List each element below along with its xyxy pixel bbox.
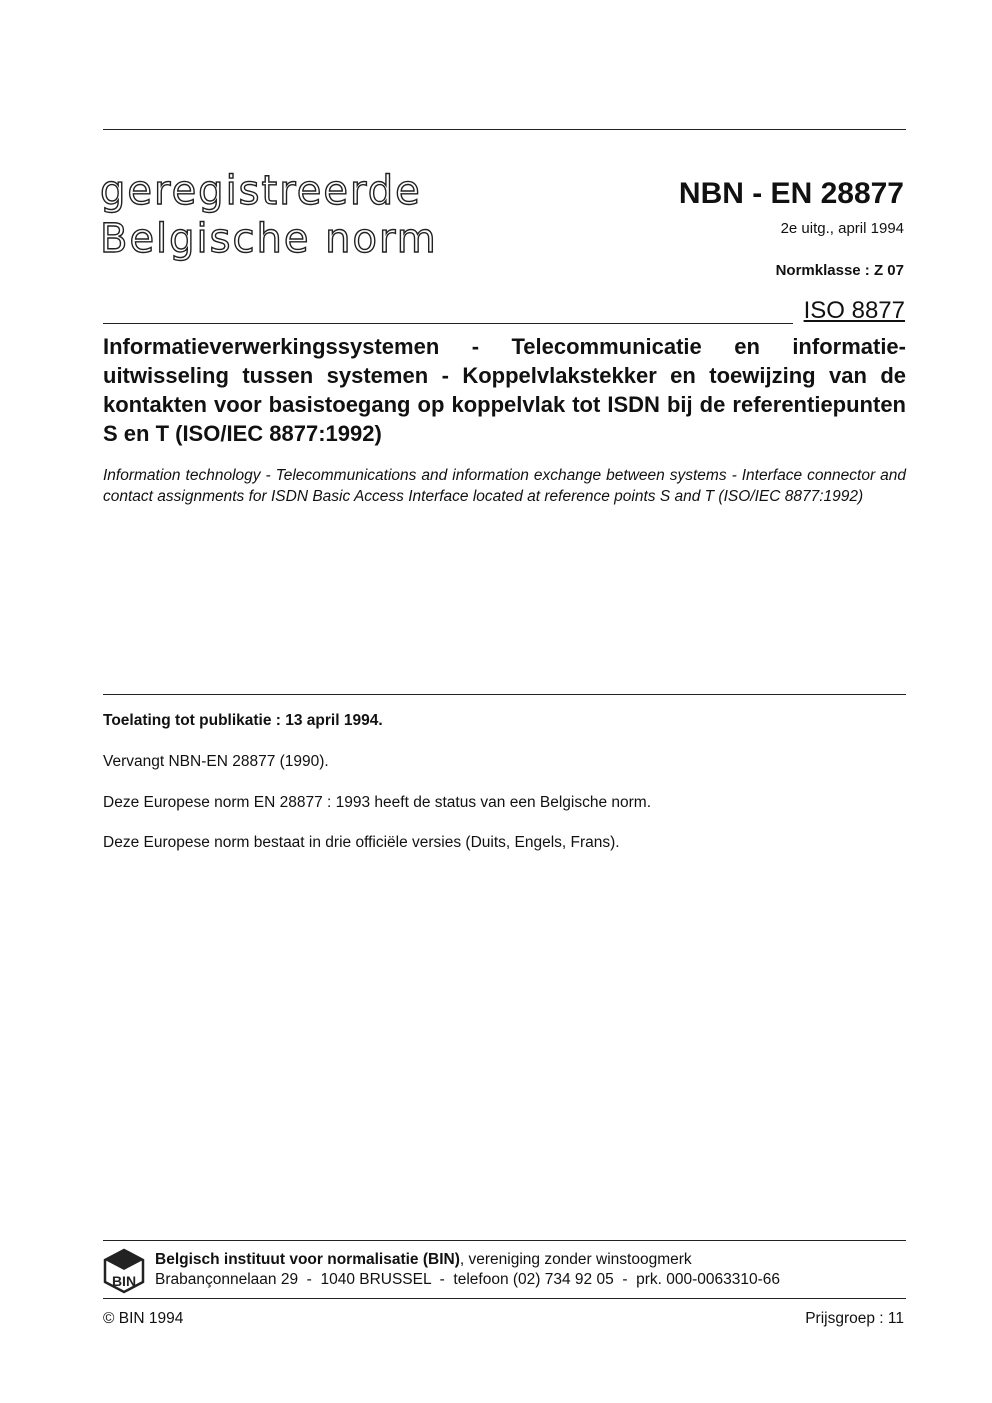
- bin-logo-text: BIN: [111, 1273, 137, 1289]
- approval-date: Toelating tot publikatie : 13 april 1994.: [103, 712, 383, 729]
- price-group: Prijsgroep : 11: [805, 1310, 904, 1327]
- institute-name: Belgisch instituut voor normalisatie (BIN): [155, 1251, 460, 1268]
- registered-norm-line2: Belgische norm: [100, 216, 438, 262]
- replaces-note: Vervangt NBN-EN 28877 (1990).: [103, 753, 329, 770]
- footer-bottom-rule: [103, 1298, 906, 1299]
- institute-line: [155, 1251, 692, 1269]
- copyright: © BIN 1994: [103, 1310, 184, 1327]
- registered-norm-line1: geregistreerde: [100, 168, 422, 214]
- middle-rule: [103, 694, 906, 695]
- institute-address: Brabançonnelaan 29 - 1040 BRUSSEL - telefoon (02) 734 92 05 - prk. 000-0063310-66: [155, 1271, 781, 1288]
- bin-logo-icon: [103, 1248, 145, 1294]
- dutch-title: Informatieverwerkingssystemen - Telecommunicatie en informatie-uitwisseling tussen systemen - Koppelvlakstekker en toewijzing van de kontakten voor basistoegang op koppelvlak tot ISDN bij de referentiepunten S en T (ISO/IEC 8877:1992): [103, 334, 906, 446]
- versions-note: Deze Europese norm bestaat in drie officiële versies (Duits, Engels, Frans).: [103, 834, 620, 851]
- title-rule: [103, 323, 793, 324]
- iso-number: ISO 8877: [803, 297, 905, 324]
- english-title: Information technology - Telecommunications and information exchange between systems - Interface connector and contact assignments for ISDN Basic Access Interface located at reference points S and T (ISO/IEC 8877:1992): [103, 467, 906, 505]
- standard-number: NBN - EN 28877: [678, 177, 904, 210]
- status-note: Deze Europese norm EN 28877 : 1993 heeft de status van een Belgische norm.: [103, 794, 652, 811]
- top-rule: [103, 129, 906, 130]
- footer-top-rule: [103, 1240, 906, 1241]
- edition-date: 2e uitg., april 1994: [780, 220, 904, 237]
- institute-suffix: , vereniging zonder winstoogmerk: [459, 1251, 692, 1268]
- norm-class: Normklasse : Z 07: [775, 262, 904, 279]
